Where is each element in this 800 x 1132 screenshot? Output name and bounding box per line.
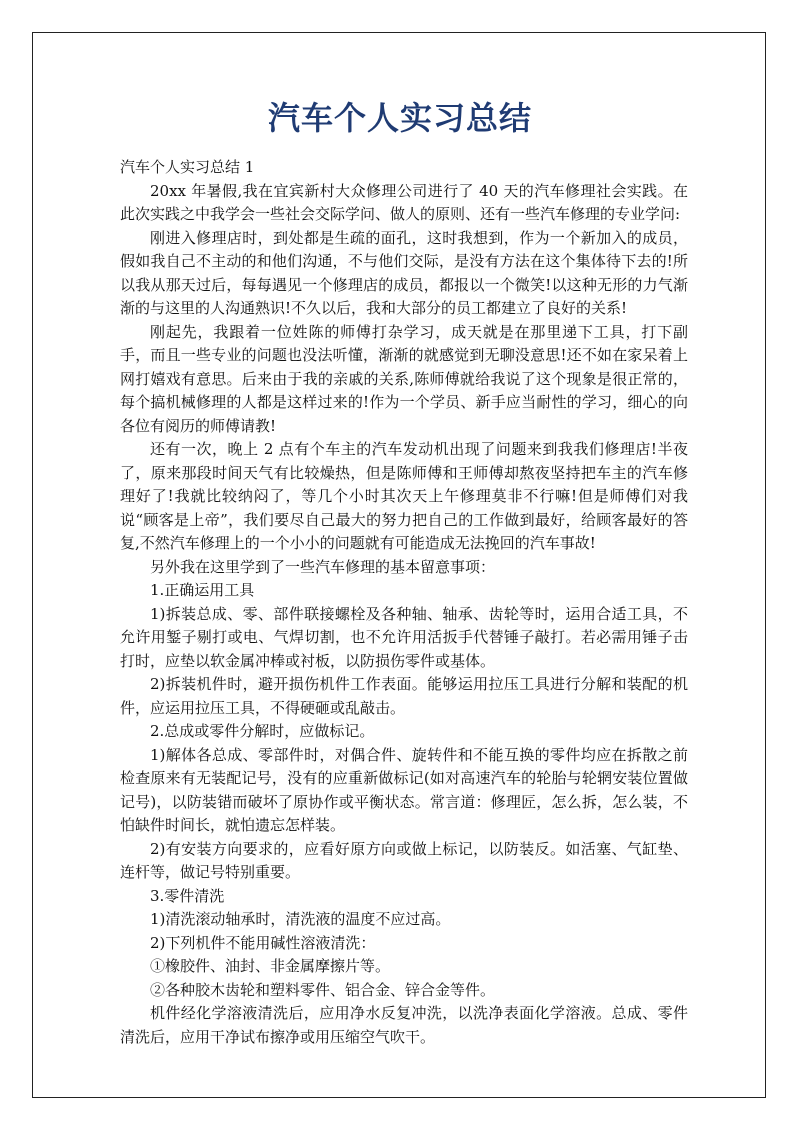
list-item-tools-2: 2)拆装机件时，避开损伤机件工作表面。能够运用拉压工具进行分解和装配的机件，应运用拉压工具，不得硬砸或乱敲击。 — [120, 675, 688, 717]
list-subitem-cleaning-a: ①橡胶件、油封、非金属摩擦片等。 — [150, 957, 391, 975]
list-subitem-cleaning-b: ②各种胶木齿轮和塑料零件、铝合金、锌合金等件。 — [150, 980, 496, 999]
document-body — [120, 156, 688, 1049]
list-item-marking-2: 2)有安装方向要求的，应看好原方向或做上标记，以防装反。如活塞、气缸垫、连杆等，做记号特别重要。 — [120, 839, 688, 881]
paragraph-intro: 20xx 年暑假,我在宜宾新村大众修理公司进行了 40 天的汽车修理社会实践。在此次实践之中我学会一些社会交际学问、做人的原则、还有一些汽车修理的专业学问: — [120, 181, 688, 223]
paragraph-notes-intro: 另外我在这里学到了一些汽车修理的基本留意事项： — [150, 557, 496, 576]
paragraph-night-repair: 还有一次，晚上 2 点有个车主的汽车发动机出现了问题来到我我们修理店!半夜了，原来那段时间天气有比较燥热，但是陈师傅和王师傅却熬夜坚持把车主的汽车修理好了!我就比较纳闷了，等几个小时其次天上午修理莫非不行嘛!但是师傅们对我说“顾客是上帝”，我们要尽自己最大的努力把自己的工作做到最好，给顾客最好的答复,不然汽车修理上的一个小小的问题就有可能造成无法挽回的汽车事故! — [120, 440, 688, 552]
document-title: 汽车个人实习总结 — [267, 99, 532, 137]
list-item-tools-1: 1)拆装总成、零、部件联接螺栓及各种轴、轴承、齿轮等时，运用合适工具，不允许用錾子剔打或电、气焊切割，也不允许用活扳手代替锤子敲打。若必需用锤子击打时，应垫以软金属冲棒或衬板，以防损伤零件或基体。 — [120, 604, 688, 670]
list-heading-tools: 1.正确运用工具 — [150, 581, 255, 599]
list-item-cleaning-1: 1)清洗滚动轴承时，清洗液的温度不应过高。 — [150, 910, 451, 928]
list-heading-marking: 2.总成或零件分解时，应做标记。 — [150, 722, 375, 740]
list-heading-cleaning: 3.零件清洗 — [150, 886, 225, 905]
list-item-marking-1: 1)解体各总成、零部件时，对偶合件、旋转件和不能互换的零件均应在拆散之前检查原来有无装配记号，没有的应重新做标记(如对高速汽车的轮胎与轮辋安装位置做记号)，以防装错而破坏了原协作或平衡状态。常言道：修理匠，怎么拆，怎么装，不怕缺件时间长，就怕遗忘怎样装。 — [120, 745, 688, 834]
section-heading: 汽车个人实习总结 1 — [120, 158, 255, 176]
paragraph-cleaning-final: 机件经化学溶液清洗后，应用净水反复冲洗，以洗净表面化学溶液。总成、零件清洗后，应用干净试布擦净或用压缩空气吹干。 — [120, 1004, 688, 1046]
paragraph-first-days: 刚进入修理店时，到处都是生疏的面孔，这时我想到，作为一个新加入的成员，假如我自己不主动的和他们沟通，不与他们交际，是没有方法在这个集体待下去的!所以我从那天过后，每每遇见一个修理店的成员，都报以一个微笑!以这种无形的力气渐渐的与这里的人沟通熟识!不久以后，我和大部分的员工都建立了良好的关系! — [120, 228, 688, 317]
list-item-cleaning-2: 2)下列机件不能用碱性溶液清洗： — [150, 933, 376, 952]
paragraph-apprenticeship: 刚起先，我跟着一位姓陈的师傅打杂学习，成天就是在那里递下工具，打下副手，而且一些专业的问题也没法听懂，渐渐的就感觉到无聊没意思!还不如在家呆着上网打嬉戏有意思。后来由于我的亲戚的关系,陈师傅就给我说了这个现象是很正常的，每个搞机械修理的人都是这样过来的!作为一个学员、新手应当耐性的学习，细心的向各位有阅历的师傅请教! — [120, 322, 688, 435]
